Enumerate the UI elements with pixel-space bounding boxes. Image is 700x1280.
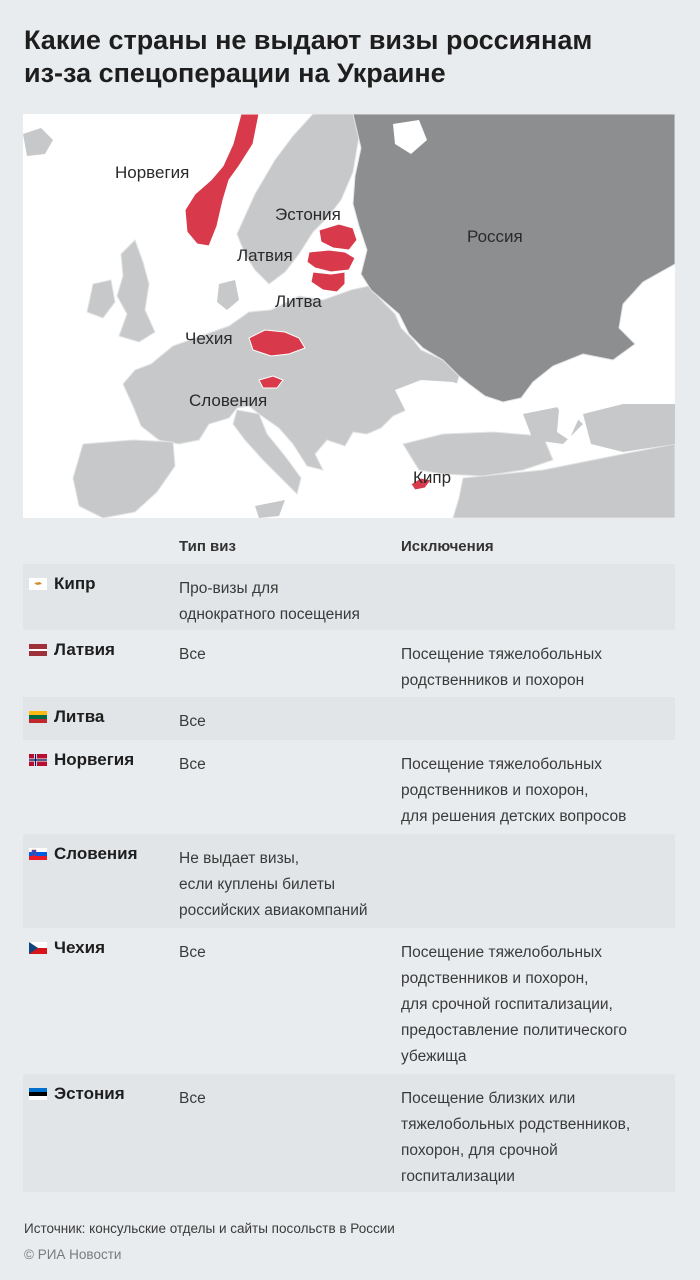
czech-flag-icon <box>29 942 47 954</box>
title-line-2: из-за спецоперации на Украине <box>24 58 446 88</box>
row-country <box>29 1084 125 1104</box>
label-norway: Норвегия <box>115 163 190 182</box>
source-note: Источник: консульские отделы и сайты посольств в России <box>24 1221 395 1236</box>
row-country <box>29 844 138 864</box>
lithuania-flag-icon <box>29 711 47 723</box>
row-exceptions: Посещение близких или тяжелобольных родственников, похорон, для срочной госпитализации <box>401 1090 631 1185</box>
row-exceptions: Посещение тяжелобольных родственников и похорон <box>401 646 603 689</box>
table-header <box>23 528 675 564</box>
label-slovenia: Словения <box>189 391 268 410</box>
row-visa-type: Все <box>179 944 206 961</box>
europe-map <box>23 114 675 518</box>
slovenia-flag-icon <box>29 848 47 860</box>
country-name: Словения <box>54 844 138 863</box>
row-country <box>29 640 115 660</box>
cyprus-flag-icon <box>29 578 47 590</box>
title-line-1: Какие страны не выдают визы россиянам <box>24 25 593 55</box>
header-visa-type: Тип виз <box>179 538 236 555</box>
row-visa-type: Не выдает визы, если куплены билеты российских авиакомпаний <box>179 850 368 919</box>
table-row <box>23 1074 675 1192</box>
latvia-flag-icon <box>29 644 47 656</box>
table-row <box>23 834 675 928</box>
norway-flag-icon <box>29 754 47 766</box>
row-visa-type: Все <box>179 713 206 730</box>
copyright: © РИА Новости <box>24 1247 122 1262</box>
land-central-asia <box>583 404 675 452</box>
label-cyprus: Кипр <box>413 468 452 487</box>
row-exceptions: Посещение тяжелобольных родственников и похорон, для срочной госпитализации, предоставление политического убежища <box>401 944 628 1065</box>
label-estonia: Эстония <box>275 205 341 224</box>
row-country <box>29 574 95 594</box>
page-title <box>24 24 684 90</box>
row-visa-type: Все <box>179 1090 206 1107</box>
country-name: Норвегия <box>54 750 135 769</box>
row-exceptions: Посещение тяжелобольных родственников и похорон, для решения детских вопросов <box>401 756 627 825</box>
label-czech: Чехия <box>185 329 233 348</box>
country-name: Литва <box>54 707 105 726</box>
table-row <box>23 740 675 834</box>
row-country <box>29 750 134 770</box>
visa-table <box>23 528 675 1192</box>
row-country <box>29 938 105 958</box>
country-name: Латвия <box>54 640 115 659</box>
country-name: Чехия <box>54 938 105 957</box>
country-name: Кипр <box>54 574 96 593</box>
row-visa-type: Все <box>179 646 206 663</box>
country-name: Эстония <box>54 1084 125 1103</box>
row-country <box>29 707 104 727</box>
label-latvia: Латвия <box>237 246 293 265</box>
map-svg <box>23 114 675 518</box>
label-lithuania: Литва <box>275 292 322 311</box>
table-row <box>23 697 675 740</box>
row-visa-type: Про-визы для однократного посещения <box>179 580 360 623</box>
row-visa-type: Все <box>179 756 206 773</box>
label-russia: Россия <box>467 227 523 246</box>
header-exceptions: Исключения <box>401 538 494 555</box>
table-row <box>23 630 675 697</box>
table-row <box>23 928 675 1074</box>
estonia-flag-icon <box>29 1088 47 1100</box>
table-row <box>23 564 675 630</box>
